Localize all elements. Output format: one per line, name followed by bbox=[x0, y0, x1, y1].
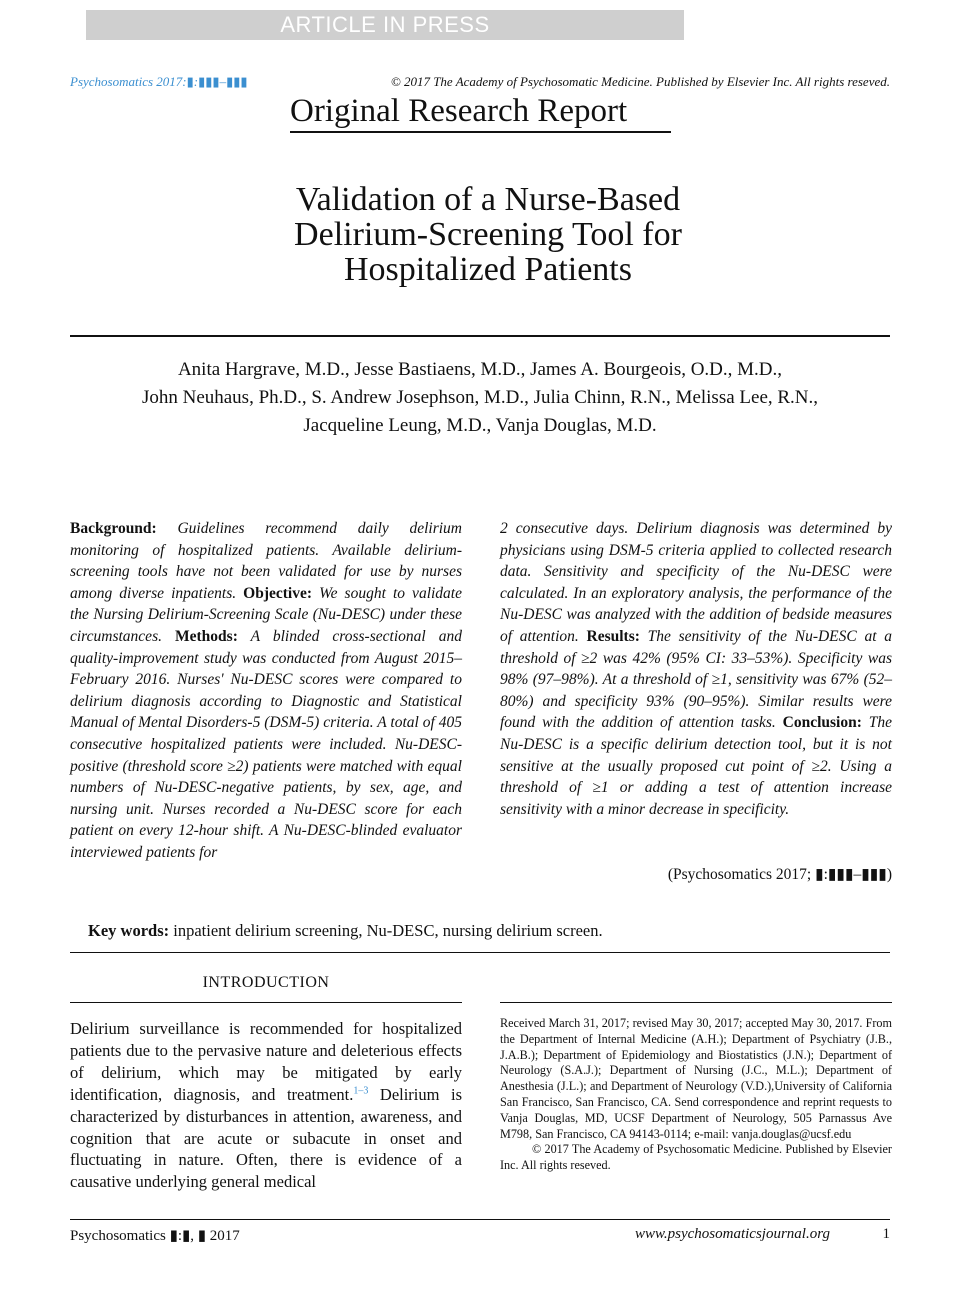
conclusion-text: The Nu-DESC is a specific delirium detection tool, but it is not sensitive at the usually proposed cut point of ≥2. Using a threshold of ≥1 or adding a test of attention increase sensitivity with a minor decrease in specificity. bbox=[500, 714, 892, 818]
footer-url-link[interactable]: www.psychosomaticsjournal.org bbox=[634, 1226, 830, 1242]
title-line: Hospitalized Patients bbox=[343, 251, 632, 288]
keywords-text: inpatient delirium screening, Nu-DESC, nursing delirium screen. bbox=[169, 921, 603, 940]
divider bbox=[70, 952, 890, 953]
received-copyright: © 2017 The Academy of Psychosomatic Medicine. Published by Elsevier Inc. All rights reseved. bbox=[500, 1142, 892, 1173]
keywords bbox=[88, 921, 603, 941]
author-line: Anita Hargrave, M.D., Jesse Bastiaens, M.D., James A. Bourgeois, O.D., M.D., bbox=[177, 359, 783, 380]
author-line: John Neuhaus, Ph.D., S. Andrew Josephson, M.D., Julia Chinn, R.N., Melissa Lee, R.N., bbox=[141, 387, 819, 408]
article-in-press-banner: ARTICLE IN PRESS bbox=[86, 10, 684, 40]
divider bbox=[70, 1002, 462, 1003]
divider bbox=[70, 335, 890, 337]
divider bbox=[70, 1219, 890, 1220]
abstract-citation: (Psychosomatics 2017; ▮:▮▮▮–▮▮▮) bbox=[667, 866, 892, 883]
journal-reference-link[interactable]: Psychosomatics 2017:▮:▮▮▮–▮▮▮ bbox=[70, 74, 248, 89]
results-text: The sensitivity of the Nu-DESC at a threshold of ≥2 was 42% (95% CI: 33–53%). Specificity was 98% (97–98%). At a threshold of ≥1, sensitivity was 67% (52–80%) and specificity 93% (90–95%). Similar results were found with the addition of attention tasks. bbox=[500, 627, 892, 732]
background-label: Background: bbox=[70, 520, 157, 537]
objective-text: We sought to validate the Nursing Delirium-Screening Scale (Nu-DESC) under these circumstances. bbox=[70, 584, 462, 645]
abstract-left-column bbox=[70, 518, 462, 864]
introduction-text: Delirium surveillance is recommended for hospitalized patients due to the pervasive nature and deleterious effects of delirium, which may be mitigated by early identification, diagnosis, and treatment. bbox=[70, 1019, 462, 1104]
keywords-label: Key words: bbox=[88, 921, 170, 940]
section-label-underline bbox=[290, 131, 671, 133]
background-text: Guidelines recommend daily delirium monitoring of hospitalized patients. Available delirium-screening tools have not been validated for use by nurses among diverse inpatients. bbox=[70, 520, 462, 602]
received-note bbox=[500, 1016, 892, 1174]
received-text: Received March 31, 2017; revised May 30, 2017; accepted May 30, 2017. From the Department of Internal Medicine (A.H.); Department of Psychiatry (J.B., J.A.B.); Department of Epidemiology and Biostatistics (J.N.); Department of Neurology (S.A.J.); Department of Nursing (J.C., M.L.); Department of Anesthesia (J.L.); and Department of Neurology (V.D.),University of California San Francisco, San Francisco, CA. Send correspondence and reprint requests to Vanja Douglas, MD, UCSF Department of Neurology, 505 Parnassus Ave M798, San Francisco, CA 94143-0114; e-mail: vanja.douglas@ucsf.edu bbox=[500, 1016, 892, 1141]
abstract-right-column bbox=[500, 518, 892, 820]
objective-label: Objective: bbox=[243, 584, 313, 602]
introduction-text: Delirium is characterized by disturbances in attention, awareness, and cognition that are acute or subacute in onset and fluctuating in nature. Often, there is evidence of a causative underlying general medical bbox=[70, 1084, 462, 1192]
title-line: Delirium-Screening Tool for bbox=[294, 216, 682, 253]
author-list bbox=[70, 356, 890, 440]
introduction-heading: INTRODUCTION bbox=[202, 974, 330, 991]
methods-text: A blinded cross-sectional and quality-improvement study was conducted from August 2015–February 2016. Nurses' Nu-DESC scores were compared to delirium diagnosis according to Diagnostic and Statistical Manual of Mental Disorders-5 (DSM-5) criteria. A total of 405 consecutive hospitalized patients were included. Nu-DESC-positive (threshold score ≥2) patients were matched with equal numbers of Nu-DESC-negative patients, by sex, age, and nursing unit. Nurses recorded a Nu-DESC score for each patient on every 12-hour shift. A Nu-DESC-blinded evaluator interviewed patients for bbox=[70, 627, 462, 861]
methods-label: Methods: bbox=[175, 627, 238, 645]
page-number: 1 bbox=[882, 1226, 890, 1242]
header-copyright: © 2017 The Academy of Psychosomatic Medicine. Published by Elsevier Inc. All rights reseved. bbox=[390, 74, 890, 89]
article-title bbox=[120, 182, 856, 287]
section-label: Original Research Report bbox=[290, 93, 628, 129]
reference-link[interactable]: 1–3 bbox=[353, 1085, 369, 1097]
divider bbox=[500, 1002, 892, 1003]
footer-journal: Psychosomatics ▮:▮, ▮ 2017 bbox=[70, 1228, 240, 1244]
title-line: Validation of a Nurse-Based bbox=[295, 181, 681, 218]
methods-text-continued: 2 consecutive days. Delirium diagnosis was determined by physicians using DSM-5 criteria applied to collected research data. Sensitivity and specificity of the Nu-DESC were calculated. In an exploratory analysis, the performance of the Nu-DESC was analyzed with the addition of bedside measures of attention. bbox=[500, 520, 892, 645]
author-line: Jacqueline Leung, M.D., Vanja Douglas, M.D. bbox=[303, 415, 657, 436]
conclusion-label: Conclusion: bbox=[782, 714, 862, 732]
results-label: Results: bbox=[586, 627, 640, 645]
introduction-paragraph bbox=[70, 1018, 462, 1193]
